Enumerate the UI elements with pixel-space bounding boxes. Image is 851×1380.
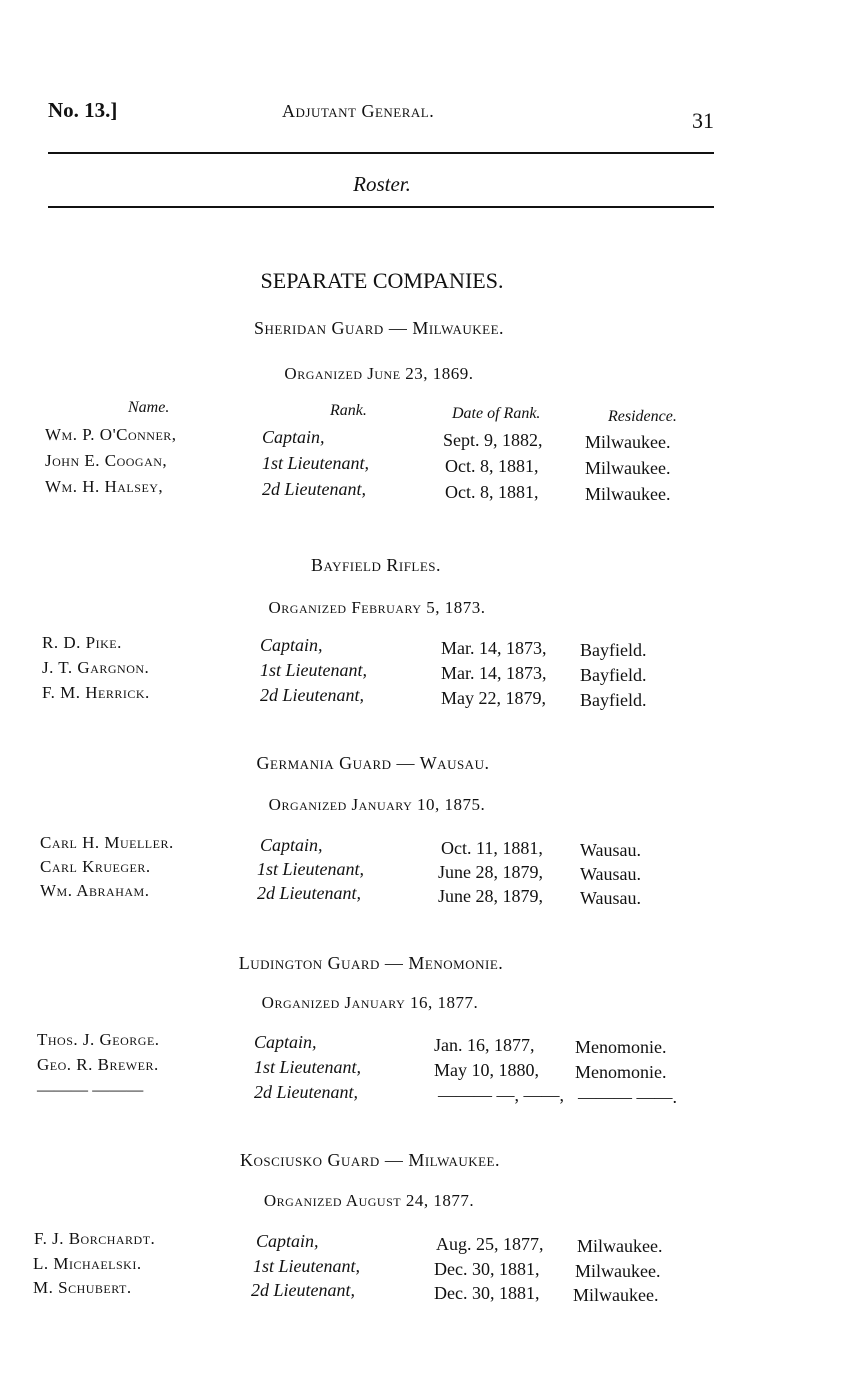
header-rule-bottom	[48, 206, 714, 208]
officer-name: John E. Coogan,	[45, 451, 168, 470]
officer-residence: Milwaukee.	[573, 1285, 659, 1305]
company-title: Sheridan Guard — Milwaukee.	[253, 318, 505, 338]
officer-residence: Menomonie.	[575, 1037, 667, 1057]
officer-date: Jan. 16, 1877,	[434, 1035, 535, 1055]
officer-date: Dec. 30, 1881,	[434, 1259, 540, 1279]
officer-name: Carl Krueger.	[40, 857, 151, 876]
officer-name: Wm. H. Halsey,	[45, 477, 164, 496]
officer-date: June 28, 1879,	[438, 886, 543, 906]
vacant-residence: ——— ——.	[578, 1087, 677, 1107]
officer-date: Aug. 25, 1877,	[436, 1234, 544, 1254]
officer-rank: 1st Lieutenant,	[254, 1057, 361, 1077]
officer-residence: Milwaukee.	[585, 432, 671, 452]
column-header-residence: Residence.	[608, 408, 677, 425]
officer-name: Thos. J. George.	[37, 1030, 160, 1049]
vacant-name: ——— ———	[37, 1080, 144, 1099]
officer-residence: Wausau.	[580, 888, 642, 908]
running-header: Adjutant General.	[282, 101, 435, 121]
company-title: Kosciusko Guard — Milwaukee.	[239, 1150, 501, 1170]
company-title: Germania Guard — Wausau.	[256, 753, 490, 773]
officer-residence: Bayfield.	[580, 690, 647, 710]
officer-residence: Menomonie.	[575, 1062, 667, 1082]
officer-rank: 1st Lieutenant,	[260, 660, 367, 680]
officer-date: Oct. 11, 1881,	[441, 838, 543, 858]
company-organized: Organized June 23, 1869.	[284, 364, 474, 383]
column-header-date: Date of Rank.	[452, 405, 541, 422]
roster-subtitle: Roster.	[353, 172, 411, 196]
officer-name: M. Schubert.	[33, 1278, 132, 1297]
officer-name: Wm. Abraham.	[40, 881, 150, 900]
officer-residence: Milwaukee.	[577, 1236, 663, 1256]
officer-name: F. M. Herrick.	[42, 683, 150, 702]
company-organized: Organized January 10, 1875.	[268, 795, 486, 814]
officer-rank: 1st Lieutenant,	[262, 453, 369, 473]
main-title: SEPARATE COMPANIES.	[260, 268, 504, 293]
vacant-date: ——— —, ——,	[438, 1085, 564, 1105]
officer-rank: 1st Lieutenant,	[253, 1256, 360, 1276]
column-header-rank: Rank.	[330, 402, 367, 419]
page-number: 31	[692, 108, 714, 133]
header-rule-top	[48, 152, 714, 154]
officer-name: R. D. Pike.	[42, 633, 122, 652]
officer-rank: 2d Lieutenant,	[257, 883, 361, 903]
officer-rank: 2d Lieutenant,	[262, 479, 366, 499]
company-title: Bayfield Rifles.	[310, 555, 442, 575]
officer-residence: Milwaukee.	[575, 1261, 661, 1281]
officer-date: May 10, 1880,	[434, 1060, 539, 1080]
officer-date: Sept. 9, 1882,	[443, 430, 543, 450]
officer-residence: Wausau.	[580, 840, 642, 860]
company-organized: Organized February 5, 1873.	[268, 598, 486, 617]
officer-name: Geo. R. Brewer.	[37, 1055, 159, 1074]
officer-name: Carl H. Mueller.	[40, 833, 174, 852]
officer-date: Oct. 8, 1881,	[445, 482, 539, 502]
officer-rank: 2d Lieutenant,	[260, 685, 364, 705]
officer-date: Mar. 14, 1873,	[441, 663, 547, 683]
officer-residence: Milwaukee.	[585, 484, 671, 504]
officer-date: June 28, 1879,	[438, 862, 543, 882]
officer-name: J. T. Gargnon.	[42, 658, 150, 677]
company-title: Ludington Guard — Menomonie.	[238, 953, 504, 973]
officer-residence: Bayfield.	[580, 665, 647, 685]
officer-residence: Milwaukee.	[585, 458, 671, 478]
officer-date: Dec. 30, 1881,	[434, 1283, 540, 1303]
company-organized: Organized January 16, 1877.	[261, 993, 479, 1012]
officer-rank: Captain,	[262, 427, 325, 447]
officer-date: May 22, 1879,	[441, 688, 546, 708]
officer-rank: Captain,	[260, 835, 323, 855]
officer-rank: Captain,	[254, 1032, 317, 1052]
officer-rank: 1st Lieutenant,	[257, 859, 364, 879]
company-organized: Organized August 24, 1877.	[263, 1191, 475, 1210]
officer-rank: 2d Lieutenant,	[254, 1082, 358, 1102]
document-number: No. 13.]	[48, 98, 118, 122]
officer-rank: Captain,	[256, 1231, 319, 1251]
officer-name: Wm. P. O'Conner,	[45, 425, 177, 444]
officer-rank: 2d Lieutenant,	[251, 1280, 355, 1300]
officer-rank: Captain,	[260, 635, 323, 655]
officer-date: Oct. 8, 1881,	[445, 456, 539, 476]
officer-name: L. Michaelski.	[33, 1254, 142, 1273]
column-header-name: Name.	[128, 399, 170, 416]
officer-date: Mar. 14, 1873,	[441, 638, 547, 658]
officer-residence: Bayfield.	[580, 640, 647, 660]
officer-name: F. J. Borchardt.	[34, 1229, 156, 1248]
officer-residence: Wausau.	[580, 864, 642, 884]
